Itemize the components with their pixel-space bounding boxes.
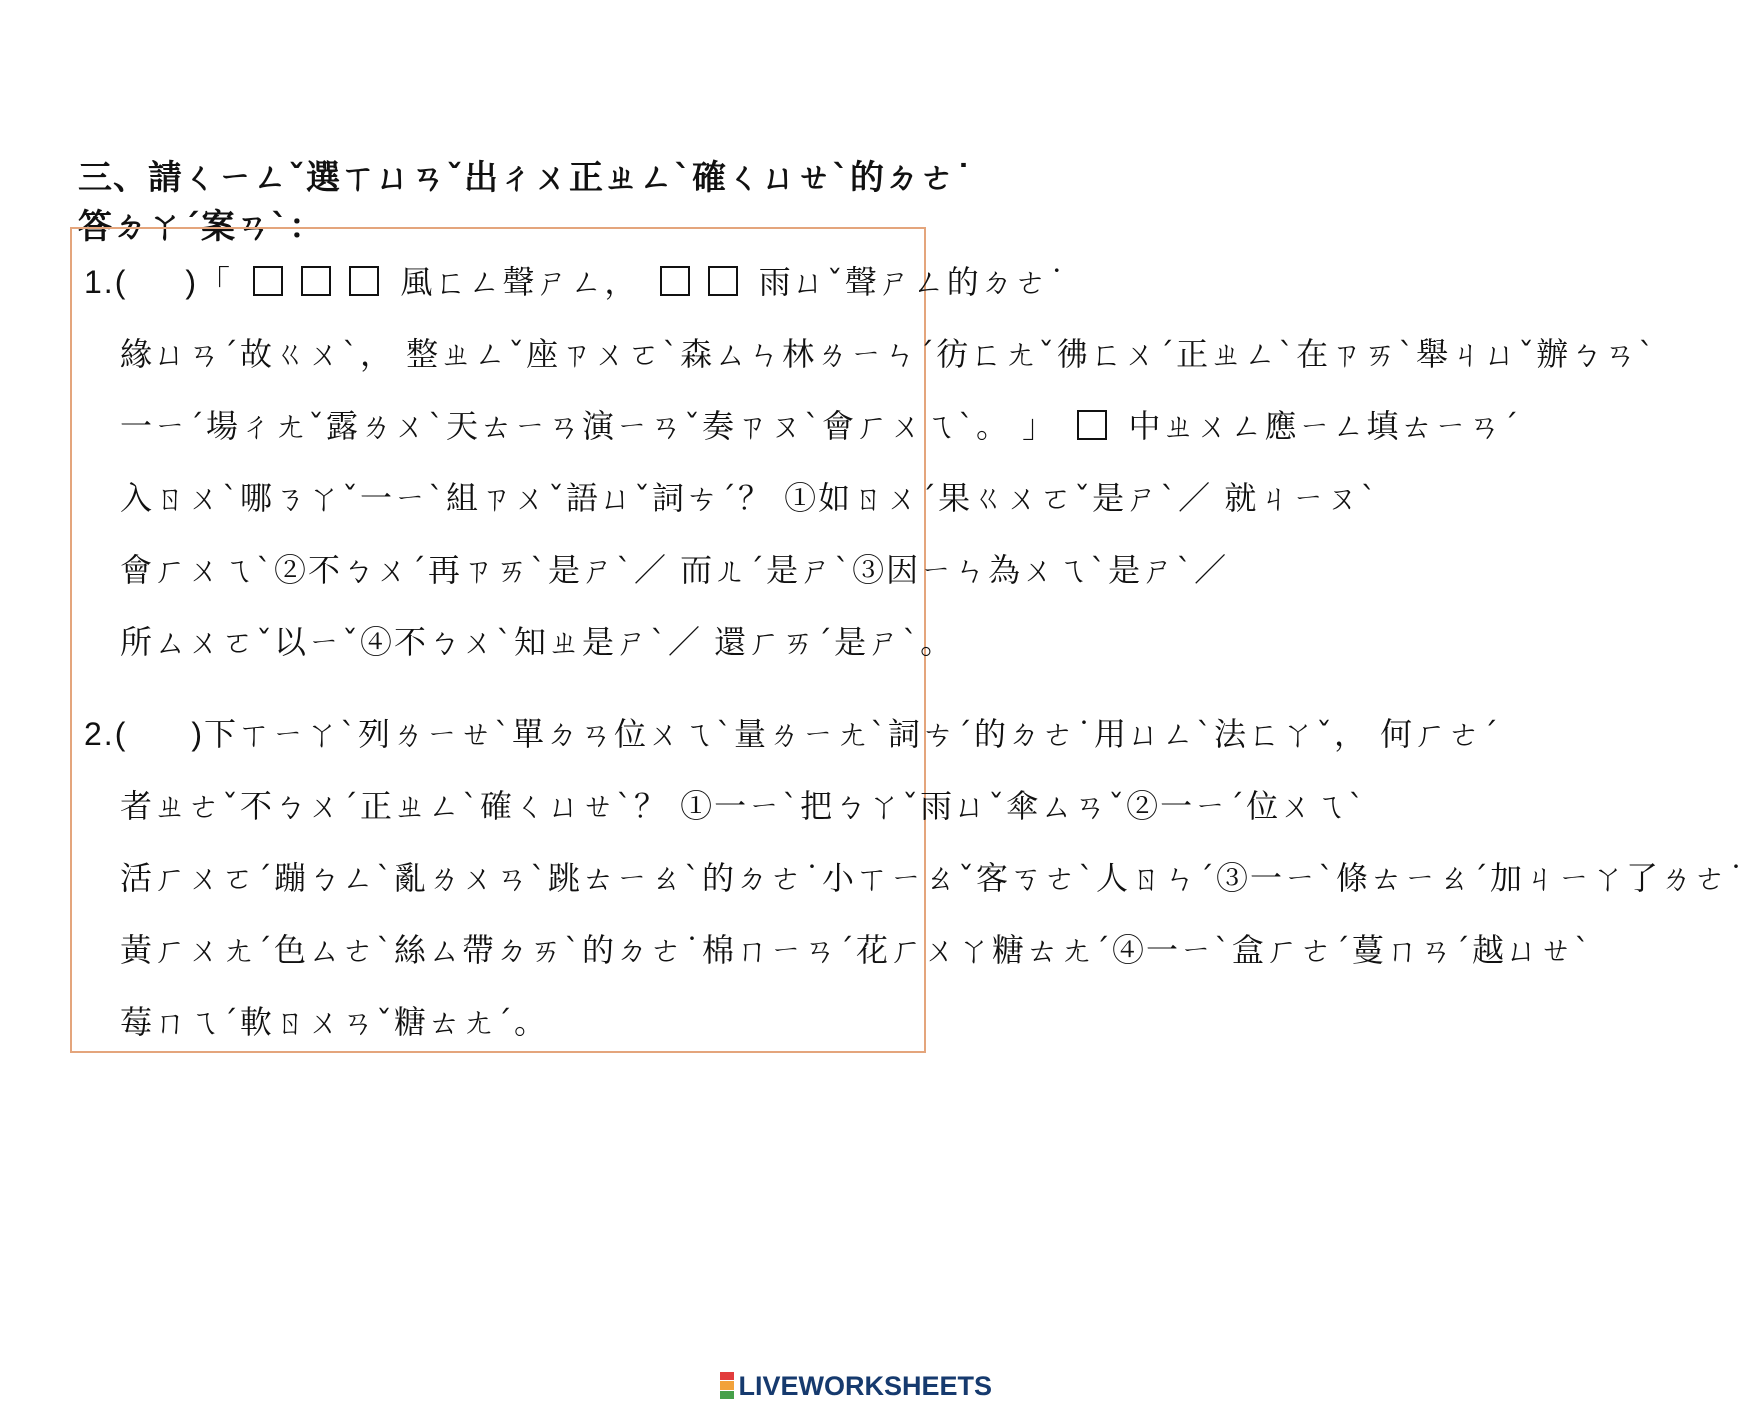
text-segment: 一ㄧˊ場ㄔㄤˇ露ㄌㄨˋ天ㄊㄧㄢ演ㄧㄢˇ奏ㄗㄡˋ會ㄏㄨㄟˋ。 」 <box>120 407 1057 445</box>
question-1-number: 1.( <box>84 264 128 300</box>
blank-box <box>349 266 379 296</box>
section-heading: 三、請ㄑㄧㄥˇ選ㄒㄩㄢˇ出ㄔㄨ正ㄓㄥˋ確ㄑㄩㄝˋ的ㄉㄜ˙答ㄉㄚˊ案ㄢˋ： <box>78 158 973 247</box>
quote-open: 「 <box>198 263 233 301</box>
logo-mark-icon <box>720 1372 734 1400</box>
text-segment: 下ㄒㄧㄚˋ列ㄌㄧㄝˋ單ㄉㄢ位ㄨㄟˋ量ㄌㄧㄤˋ詞ㄘˊ的ㄉㄜ˙用ㄩㄥˋ法ㄈㄚˇ， 何ㄏㄜˊ <box>204 715 1501 753</box>
logo-mark-bar <box>720 1372 734 1380</box>
text-segment: 雨ㄩˇ聲ㄕㄥ的ㄉㄜ˙ <box>758 263 1067 301</box>
blank-box <box>660 266 690 296</box>
question-2-line-3: 活ㄏㄨㄛˊ蹦ㄅㄥˋ亂ㄌㄨㄢˋ跳ㄊㄧㄠˋ的ㄉㄜ˙小ㄒㄧㄠˇ客ㄎㄜˋ人ㄖㄣˊ③一ㄧˋ條ㄊㄧㄠˊ加ㄐㄧㄚ了ㄌㄜ˙ <box>120 859 1746 897</box>
question-2-line-5: 莓ㄇㄟˊ軟ㄖㄨㄢˇ糖ㄊㄤˊ。 <box>120 1003 549 1041</box>
text-segment: 中ㄓㄨㄥ應ㄧㄥ填ㄊㄧㄢˊ <box>1128 407 1521 445</box>
blank-box <box>1077 410 1107 440</box>
blank-box <box>301 266 331 296</box>
logo-mark-bar <box>720 1381 734 1389</box>
question-1-line-6: 所ㄙㄨㄛˇ以ㄧˇ④不ㄅㄨˋ知ㄓ是ㄕˋ／ 還ㄏㄞˊ是ㄕˋ。 <box>120 623 955 661</box>
question-1-line-5: 會ㄏㄨㄟˋ②不ㄅㄨˊ再ㄗㄞˋ是ㄕˋ／ 而ㄦˊ是ㄕˋ③因ㄧㄣ為ㄨㄟˋ是ㄕˋ／ <box>120 551 1229 589</box>
text-segment: 風ㄈㄥ聲ㄕㄥ， <box>400 263 639 301</box>
logo-mark-bar <box>720 1391 734 1399</box>
logo-text: LIVEWORKSHEETS <box>738 1370 992 1401</box>
question-1-line-4: 入ㄖㄨˋ哪ㄋㄚˇ一ㄧˋ組ㄗㄨˇ語ㄩˇ詞ㄘˊ？ ①如ㄖㄨˊ果ㄍㄨㄛˇ是ㄕˋ／ 就ㄐㄧㄡˋ <box>120 479 1379 517</box>
liveworksheets-logo <box>720 1371 992 1401</box>
question-2-close: ) <box>191 716 204 752</box>
blank-box <box>708 266 738 296</box>
question-box <box>70 227 1746 1053</box>
question-2-number: 2.( <box>84 716 128 752</box>
question-2-line-4: 黃ㄏㄨㄤˊ色ㄙㄜˋ絲ㄙ帶ㄉㄞˋ的ㄉㄜ˙棉ㄇㄧㄢˊ花ㄏㄨㄚ糖ㄊㄤˊ④一ㄧˋ盒ㄏㄜˊ蔓ㄇㄢˊ越ㄩㄝˋ <box>120 931 1593 969</box>
question-2-line-2: 者ㄓㄜˇ不ㄅㄨˊ正ㄓㄥˋ確ㄑㄩㄝˋ？ ①一ㄧˋ把ㄅㄚˇ雨ㄩˇ傘ㄙㄢˇ②一ㄧˊ位ㄨㄟˋ <box>120 787 1367 825</box>
question-1-line-1 <box>84 257 1067 303</box>
question-1-line-2: 緣ㄩㄢˊ故ㄍㄨˋ， 整ㄓㄥˇ座ㄗㄨㄛˋ森ㄙㄣ林ㄌㄧㄣˊ彷ㄈㄤˇ彿ㄈㄨˊ正ㄓㄥˋ在ㄗㄞˋ舉ㄐㄩˇ辦ㄅㄢˋ <box>120 335 1657 373</box>
question-1-line-3 <box>120 401 1521 447</box>
question-2-line-1 <box>84 709 1500 755</box>
blank-box <box>253 266 283 296</box>
question-1-close: ) <box>185 264 198 300</box>
